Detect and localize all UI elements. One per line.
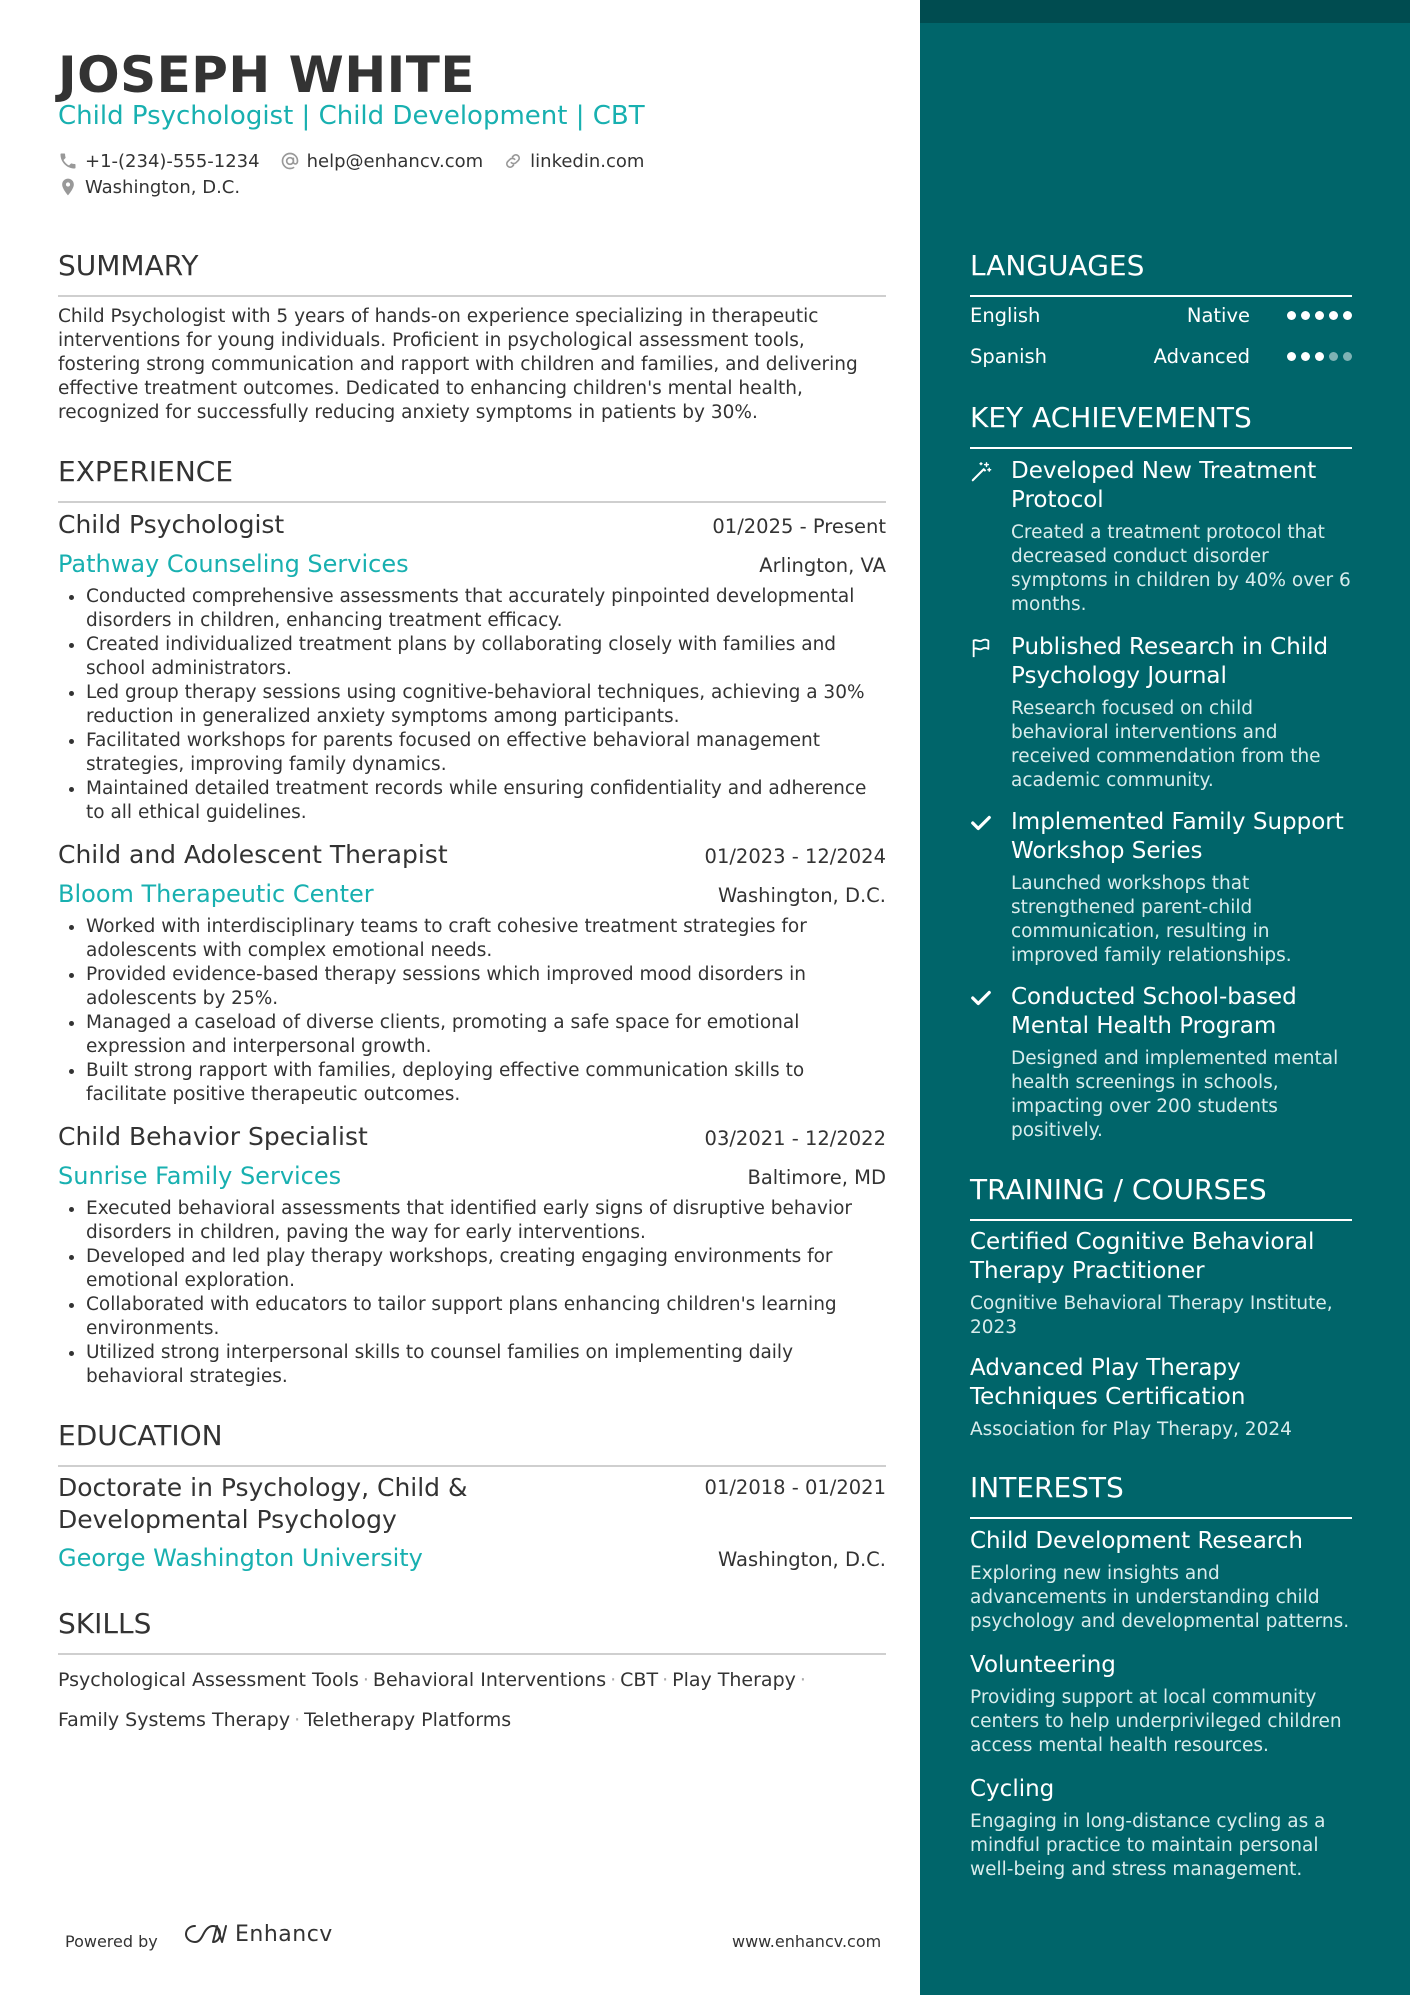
email-text: help@enhancv.com [306,150,484,172]
job-bullet: • Facilitated workshops for parents focused on effective behavioral management strategies, improving family dynamics. [86,729,886,777]
job-bullet: • Collaborated with educators to tailor support plans enhancing children's learning environments. [86,1293,886,1341]
skill-separator: · [294,1709,301,1731]
job-company: Pathway Counseling Services [58,550,409,578]
skills-divider [58,1653,886,1655]
enhancv-logo-icon [183,1921,229,1947]
proficiency-dot [1287,311,1296,320]
skill-item: Play Therapy [672,1669,796,1691]
skill-item: Behavioral Interventions [372,1669,607,1691]
phone-contact[interactable] [58,151,260,172]
job-title: Child and Adolescent Therapist [58,840,448,869]
job-bullets [58,915,886,1107]
course-description: Cognitive Behavioral Therapy Institute, 2023 [970,1293,1333,1338]
interest-title: Volunteering [970,1652,1116,1678]
languages-divider [970,295,1352,297]
language-proficiency-dots [1282,352,1352,361]
skill-separator: · [662,1669,669,1691]
job-dates: 01/2025 - Present [712,515,886,538]
powered-by-label: Powered by [65,1932,158,1951]
enhancv-logo-text: Enhancv [235,1921,333,1947]
at-icon [280,151,300,171]
skill-separator: · [799,1669,806,1691]
job-bullet: • Created individualized treatment plans by collaborating closely with families and school administrators. [86,633,886,681]
contact-info [58,148,664,200]
job-bullets [58,585,886,825]
job-bullet: • Provided evidence-based therapy sessions which improved mood disorders in adolescents by 25%. [86,963,886,1011]
job-bullet: • Executed behavioral assessments that identified early signs of disruptive behavior disorders in children, paving the way for early interventions. [86,1197,886,1245]
language-row [970,304,1352,327]
interest-item [970,1527,1350,1634]
interest-description: Engaging in long-distance cycling as a mindful practice to maintain personal well-being and stress management. [970,1811,1326,1880]
proficiency-dot [1315,311,1324,320]
summary-divider [58,295,886,297]
education-entry [58,1472,886,1575]
achievement-item [970,457,1355,617]
job-entry [58,838,886,1107]
job-company: Sunrise Family Services [58,1162,342,1190]
email-contact[interactable] [280,151,484,172]
achievement-title: Published Research in Child Psychology Journal [1011,634,1329,689]
job-bullet: • Conducted comprehensive assessments that accurately pinpointed developmental disorders in children, enhancing treatment efficacy. [86,585,886,633]
job-title: Child Behavior Specialist [58,1122,368,1151]
proficiency-dot [1301,311,1310,320]
proficiency-dot [1329,311,1338,320]
course-title: Certified Cognitive Behavioral Therapy Practitioner [970,1229,1315,1284]
interest-description: Providing support at local community centers to help underprivileged children access mental health resources. [970,1687,1342,1756]
candidate-headline: Child Psychologist | Child Development | CBT [58,101,645,131]
sidebar-top-bar [920,0,1410,23]
skill-item: CBT [620,1669,659,1691]
training-heading: TRAINING / COURSES [970,1173,1267,1206]
proficiency-dot [1343,352,1352,361]
achievement-item [970,808,1355,968]
languages-heading: LANGUAGES [970,249,1145,282]
check-icon [970,987,992,1009]
achievement-title: Developed New Treatment Protocol [1011,458,1317,513]
job-dates: 01/2023 - 12/2024 [704,845,886,868]
achievement-description: Designed and implemented mental health screenings in schools, impacting over 200 students positively. [1011,1048,1339,1141]
skills-heading: SKILLS [58,1607,152,1640]
interest-description: Exploring new insights and advancements in understanding child psychology and developmental patterns. [970,1563,1350,1632]
location-text: Washington, D.C. [85,176,241,198]
achievement-description: Launched workshops that strengthened parent-child communication, resulting in improved family relationships. [1011,873,1292,966]
education-dates: 01/2018 - 01/2021 [704,1476,886,1499]
proficiency-dot [1301,352,1310,361]
experience-divider [58,501,886,503]
achievements-divider [970,447,1352,449]
interests-heading: INTERESTS [970,1471,1124,1504]
interest-title: Child Development Research [970,1528,1303,1554]
job-bullets [58,1197,886,1389]
achievement-item [970,983,1355,1143]
achievement-title: Implemented Family Support Workshop Series [1011,809,1344,864]
achievement-title: Conducted School-based Mental Health Program [1011,984,1297,1039]
proficiency-dot [1315,352,1324,361]
candidate-name: JOSEPH WHITE [58,46,476,104]
interest-title: Cycling [970,1776,1055,1802]
skills-list [58,1660,888,1740]
check-icon [970,812,992,834]
job-bullet: • Developed and led play therapy workshops, creating engaging environments for emotional exploration. [86,1245,886,1293]
job-bullet: • Managed a caseload of diverse clients, promoting a safe space for emotional expression and interpersonal growth. [86,1011,886,1059]
skill-separator: · [610,1669,617,1691]
phone-icon [58,151,78,171]
skill-item: Psychological Assessment Tools [58,1669,359,1691]
language-row [970,345,1352,368]
education-divider [58,1465,886,1467]
proficiency-dot [1329,352,1338,361]
course-item [970,1228,1350,1340]
skill-item: Family Systems Therapy [58,1709,291,1731]
job-bullet: • Worked with interdisciplinary teams to craft cohesive treatment strategies for adolescents with complex emotional needs. [86,915,886,963]
flag-icon [970,637,992,659]
job-bullet: • Built strong rapport with families, deploying effective communication skills to facilitate positive therapeutic outcomes. [86,1059,886,1107]
skill-item: Teletherapy Platforms [304,1709,512,1731]
job-bullet: • Led group therapy sessions using cognitive-behavioral techniques, achieving a 30% reduction in generalized anxiety symptoms among participants. [86,681,886,729]
interests-divider [970,1517,1352,1519]
course-title: Advanced Play Therapy Techniques Certification [970,1355,1246,1410]
language-level: Native [1186,304,1250,327]
school-name: George Washington University [58,1544,423,1572]
job-entry [58,508,886,825]
summary-text: Child Psychologist with 5 years of hands-on experience specializing in therapeutic interventions for young individuals. Proficient in psychological assessment tools, fostering strong communication and rapport with children and families, and delivering effective treatment outcomes. Dedicated to enhancing children's mental health, recognized for successfully reducing anxiety symptoms in patients by 30%. [58,306,858,423]
job-title: Child Psychologist [58,510,285,539]
course-item [970,1354,1350,1442]
achievement-description: Created a treatment protocol that decreased conduct disorder symptoms in children by 40% over 6 months. [1011,522,1351,615]
interest-item [970,1651,1350,1758]
achievement-item [970,633,1355,793]
phone-text: +1-(234)-555-1234 [85,150,260,172]
job-location: Washington, D.C. [717,884,886,907]
job-bullet: • Utilized strong interpersonal skills to counsel families on implementing daily behavioral strategies. [86,1341,886,1389]
experience-heading: EXPERIENCE [58,455,234,488]
degree-title: Doctorate in Psychology, Child & Developmental Psychology [58,1473,468,1534]
location-pin-icon [58,177,78,197]
interest-item [970,1775,1350,1882]
location-contact [58,177,240,198]
job-dates: 03/2021 - 12/2022 [704,1127,886,1150]
proficiency-dot [1287,352,1296,361]
linkedin-text: linkedin.com [530,150,645,172]
education-location: Washington, D.C. [717,1548,886,1571]
language-level: Advanced [1153,345,1250,368]
language-proficiency-dots [1282,311,1352,320]
job-company: Bloom Therapeutic Center [58,880,374,908]
job-location: Baltimore, MD [747,1166,886,1189]
language-name: English [970,304,1041,327]
skill-separator: · [362,1669,369,1691]
job-entry [58,1120,886,1389]
language-name: Spanish [970,345,1048,368]
linkedin-contact[interactable] [503,151,644,172]
job-location: Arlington, VA [759,554,886,577]
link-icon [503,151,523,171]
training-divider [970,1219,1352,1221]
education-heading: EDUCATION [58,1419,223,1452]
achievements-heading: KEY ACHIEVEMENTS [970,401,1252,434]
proficiency-dot [1343,311,1352,320]
job-bullet: • Maintained detailed treatment records while ensuring confidentiality and adherence to all ethical guidelines. [86,777,886,825]
summary-heading: SUMMARY [58,249,199,282]
footer-url[interactable]: www.enhancv.com [732,1932,882,1951]
magic-wand-icon [970,461,992,483]
enhancv-logo[interactable] [183,1921,333,1947]
achievement-description: Research focused on child behavioral interventions and received commendation from the academic community. [1011,698,1321,791]
course-description: Association for Play Therapy, 2024 [970,1419,1292,1440]
